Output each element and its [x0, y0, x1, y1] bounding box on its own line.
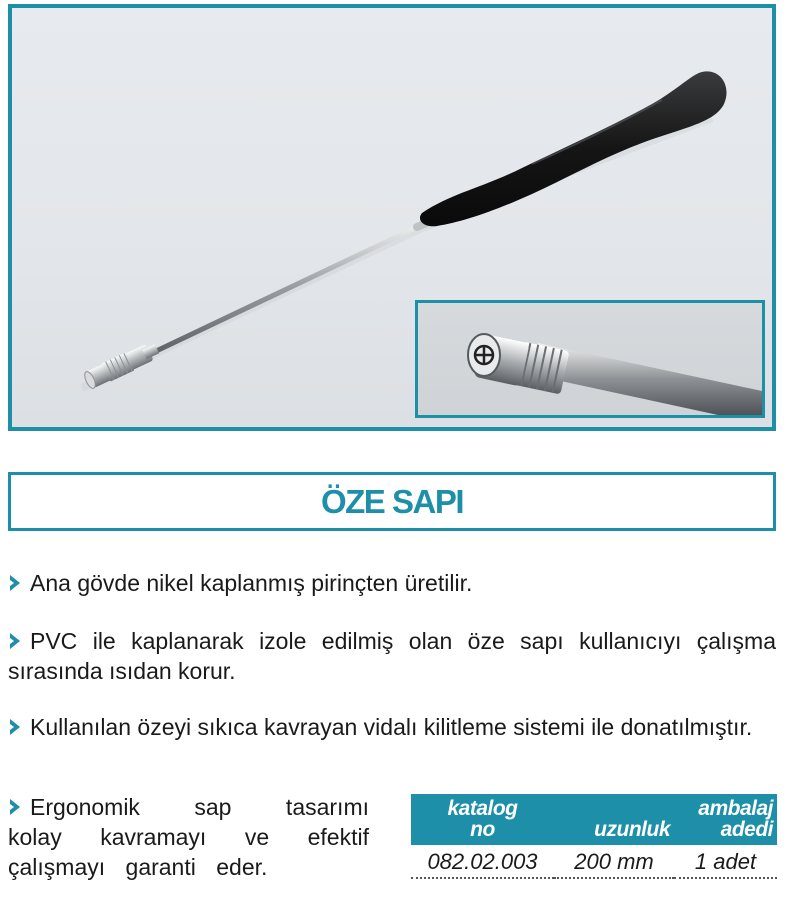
header-pack-line1: ambalaj — [698, 797, 773, 820]
table-header-row — [411, 794, 777, 845]
feature-text: Ana gövde nikel kaplanmış pirinçten üretilir. — [30, 570, 473, 596]
header-catalog-line2: no — [470, 818, 495, 841]
tip-closeup-image — [418, 303, 762, 415]
feature-text: Ergonomik sap tasarımı kolay kavramayı ve efektif çalışmayı garanti eder. — [8, 794, 369, 880]
tip-detail-inset — [415, 300, 765, 418]
chevron-right-icon — [8, 797, 22, 817]
chevron-right-icon — [8, 717, 22, 737]
feature-bullet — [8, 626, 776, 686]
feature-bullet — [8, 568, 776, 598]
header-catalog-no — [411, 794, 554, 845]
feature-text: Kullanılan özeyi sıkıca kavrayan vidalı kilitleme sistemi ile donatılmıştır. — [30, 714, 753, 740]
spec-table — [411, 794, 777, 879]
table-row — [411, 845, 777, 878]
cell-pack: 1 adet — [674, 845, 777, 878]
title-box — [8, 472, 776, 531]
page-title: ÖZE SAPI — [320, 482, 464, 520]
product-photo — [8, 4, 776, 431]
cell-length: 200 mm — [554, 845, 674, 878]
feature-text: PVC ile kaplanarak izole edilmiş olan öze sapı kullanıcıyı çalışma sırasında ısıdan korur. — [8, 628, 776, 684]
header-length — [554, 794, 674, 845]
header-length-label: uzunluk — [594, 818, 670, 841]
header-pack-line2: adedi — [720, 818, 773, 841]
header-catalog-line1: katalog — [447, 797, 518, 820]
header-pack — [674, 794, 777, 845]
chevron-right-icon — [8, 573, 22, 593]
feature-bullet — [8, 712, 776, 742]
cell-catalog-no: 082.02.003 — [411, 845, 554, 878]
chevron-right-icon — [8, 631, 22, 651]
feature-bullet — [8, 792, 369, 882]
